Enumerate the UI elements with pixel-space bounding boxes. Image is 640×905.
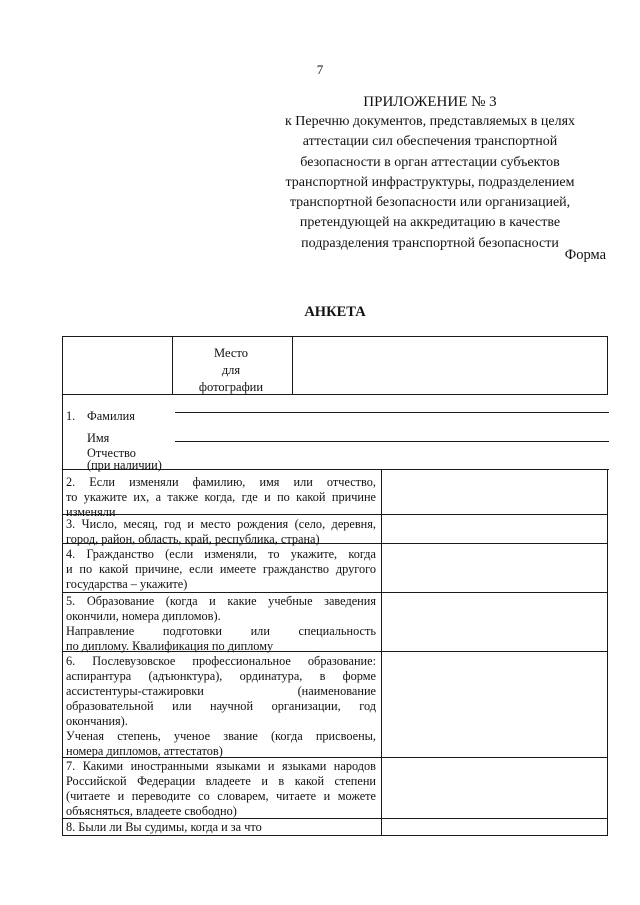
surname-line [175,412,609,413]
table-border [62,394,608,395]
question-line: государства – укажите) [66,577,188,591]
table-border [62,336,63,836]
surname-label: Фамилия [87,409,135,423]
question-4 [66,547,376,592]
appendix-line: транспортной безопасности или организацией, [289,195,571,211]
question-line: образовательной или научной организации, год [66,699,376,713]
question-line: то укажите их, а также когда, где и по какой причине [66,490,376,504]
question-line: номера дипломов, аттестатов) [66,744,223,758]
question-6 [66,654,376,759]
question-line: (читаете и переводите со словарем, читаете и можете [66,789,376,803]
table-border [62,336,608,337]
question-line: Направление подготовки или специальность [66,624,376,638]
question-line: по диплому. Квалификация по диплому [66,639,274,653]
question-line: 6. Послевузовское профессиональное образование: [66,654,376,668]
question-line: 5. Образование (когда и какие учебные заведения [66,594,376,608]
form-label: Форма [564,247,606,263]
page-number: 7 [316,62,324,77]
question-7 [66,759,376,819]
question-5 [66,594,376,654]
table-border [292,336,293,395]
appendix-line: к Перечню документов, представляемых в целях [284,114,576,129]
question-line: Российской Федерации владеете и в какой степени [66,774,376,788]
question-line: и по какой причине, если имеете гражданство другого [66,562,376,576]
photo-label-line: Место [214,346,248,360]
photo-label-line: фотографии [198,380,264,394]
question-line: окончания). [66,714,128,728]
appendix-line: подразделения транспортной безопасности [301,235,559,251]
row-border [62,592,608,593]
first-name-line [175,441,609,442]
question-line: 4. Гражданство (если изменяли, то укажите, когда [66,547,376,561]
question-line: окончили, номера дипломов). [66,609,221,623]
question-8 [66,820,376,835]
question-line: город, район, область, край, республика, страна) [66,532,320,546]
name-number: 1. [66,409,76,423]
first-name-label: Имя [87,431,110,445]
question-line: 2. Если изменяли фамилию, имя или отчество, [66,475,376,489]
question-line: изменяли [66,505,116,519]
photo-label-line: для [221,363,241,377]
document-title: АНКЕТА [304,304,366,320]
question-3 [66,517,376,547]
patronymic-label: Отчество [87,446,136,460]
appendix-line: транспортной инфраструктуры, подразделением [285,174,575,190]
photo-placeholder [172,345,290,396]
patronymic-note: (при наличии) [87,458,162,472]
appendix-line: аттестации сил обеспечения транспортной [302,134,558,150]
question-line: 8. Были ли Вы судимы, когда и за что [66,820,262,834]
question-line: ассистентуры-стажировки (наименование [66,684,376,698]
question-line: 3. Число, месяц, год и место рождения (село, деревня, [66,517,376,531]
column-divider [381,469,382,836]
question-2 [66,475,376,520]
table-border [607,469,608,836]
row-border [62,835,608,836]
appendix-title: ПРИЛОЖЕНИЕ № 3 [363,94,497,110]
table-border [607,336,608,395]
question-line: 7. Какими иностранными языками и языками народов [66,759,376,773]
question-line: Ученая степень, ученое звание (когда присвоены, [66,729,376,743]
appendix-line: претендующей на аккредитацию в качестве [299,215,561,231]
question-line: аспирантура (адъюнктура), ординатура, в форме [66,669,376,683]
question-line: объясняться, владеете свободно) [66,804,237,818]
appendix-line: безопасности в орган аттестации субъектов [300,154,560,170]
